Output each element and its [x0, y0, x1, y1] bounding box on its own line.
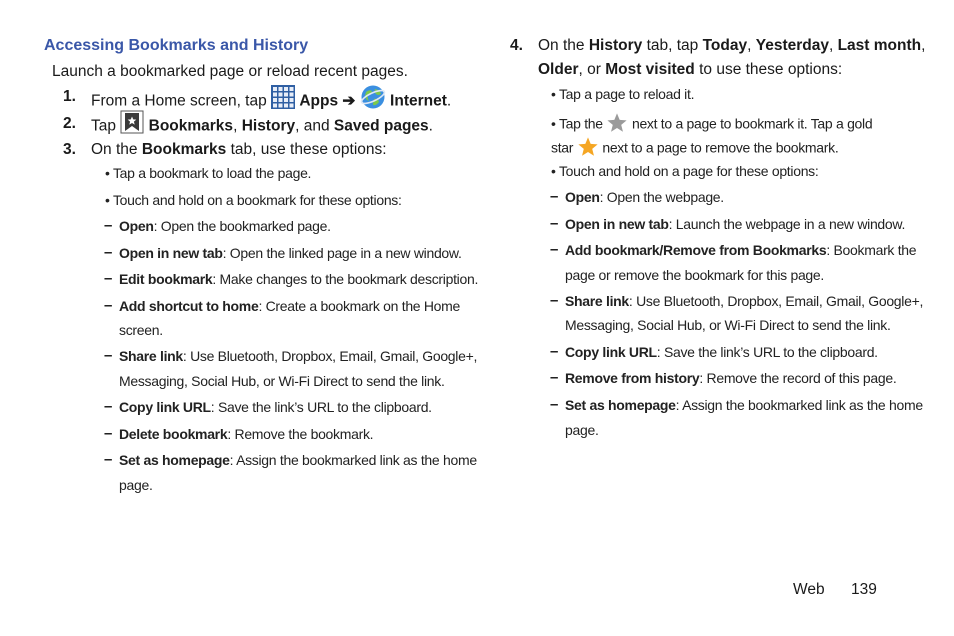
left-option-set-homepage [119, 452, 477, 468]
step-3-post: tab, use these options: [230, 141, 387, 158]
last-month-label: Last month [837, 37, 922, 54]
internet-label: Internet [390, 92, 447, 110]
step-2-text [91, 110, 433, 143]
dash: – [104, 244, 113, 261]
comma: , [828, 37, 834, 54]
left-option-edit-bookmark [119, 271, 478, 287]
step-4-or: , or [578, 61, 601, 78]
option-desc: : Open the linked page in a new window. [222, 245, 462, 261]
right-option-add-bookmark [565, 242, 916, 258]
gold-star-icon [577, 136, 599, 162]
history-tab-label: History [588, 37, 643, 54]
right-option-set-homepage [565, 397, 923, 413]
right-option-open [565, 189, 724, 205]
older-label: Older [538, 61, 579, 78]
option-desc: : Assign the bookmarked link as the home [229, 452, 477, 468]
yesterday-label: Yesterday [755, 37, 829, 54]
option-desc: : Save the link’s URL to the clipboard. [656, 344, 878, 360]
step-4-pre: On the [538, 37, 585, 54]
step-4-line-2 [538, 61, 842, 79]
right-bullet-3: • Touch and hold on a page for these options: [551, 163, 819, 179]
saved-pages-label: Saved pages [333, 117, 429, 135]
dash: – [104, 451, 113, 468]
option-term: Copy link URL [565, 344, 657, 360]
left-option-set-homepage-cont: page. [119, 477, 153, 493]
left-bullet-1: • Tap a bookmark to load the page. [105, 165, 312, 181]
step-4-post: to use these options: [699, 61, 843, 78]
dash: – [550, 241, 559, 258]
right-option-share-link [565, 293, 923, 309]
option-term: Share link [119, 348, 183, 364]
bullet-2-pre: • Tap the [551, 115, 603, 132]
option-desc: : Make changes to the bookmark description. [212, 271, 479, 287]
arrow-glyph: ➔ [342, 92, 356, 110]
step-4-number: 4. [510, 37, 523, 54]
comma: , [747, 37, 752, 54]
step-2-sep2: , and [295, 117, 330, 135]
dash: – [104, 398, 113, 415]
option-desc: : Use Bluetooth, Dropbox, Email, Gmail, Google+, [182, 348, 478, 364]
dash: – [104, 347, 113, 364]
step-2-number: 2. [63, 115, 76, 132]
option-term: Set as homepage [565, 397, 676, 413]
section-heading: Accessing Bookmarks and History [44, 37, 309, 54]
option-term: Add shortcut to home [119, 298, 259, 314]
option-term: Delete bookmark [119, 426, 228, 442]
right-option-add-bookmark-cont: page or remove the bookmark for this page. [565, 267, 824, 283]
dash: – [550, 369, 559, 386]
option-term: Open [119, 218, 154, 234]
dash: – [104, 425, 113, 442]
dash: – [550, 215, 559, 232]
option-term: Open in new tab [119, 245, 223, 261]
option-desc: : Use Bluetooth, Dropbox, Email, Gmail, Google+, [628, 293, 924, 309]
bullet-2-post: next to a page to bookmark it. Tap a gold [631, 115, 873, 132]
right-bullet-2-line-1 [551, 112, 872, 138]
step-2-post: . [428, 117, 433, 135]
intro-text: Launch a bookmarked page or reload recent pages. [52, 63, 408, 80]
option-term: Remove from history [565, 370, 700, 386]
history-label: History [241, 117, 296, 135]
dash: – [104, 297, 113, 314]
bookmarks-tab-label: Bookmarks [141, 141, 227, 158]
option-desc: : Bookmark the [826, 242, 917, 258]
option-term: Share link [565, 293, 629, 309]
footer-section: Web [793, 581, 825, 598]
most-visited-label: Most visited [605, 61, 695, 78]
step-2-pre: Tap [91, 117, 116, 135]
left-option-share-link-cont: Messaging, Social Hub, or Wi-Fi Direct to send the link. [119, 373, 445, 389]
bookmark-star-icon [120, 110, 144, 143]
option-desc: : Remove the bookmark. [227, 426, 374, 442]
step-3-number: 3. [63, 141, 76, 158]
bookmarks-label: Bookmarks [148, 117, 234, 135]
step-1-number: 1. [63, 88, 76, 105]
step-1-pre: From a Home screen, tap [91, 92, 267, 110]
right-bullet-2-line-2 [551, 136, 838, 162]
dash: – [550, 292, 559, 309]
option-desc: : Open the webpage. [599, 189, 724, 205]
option-term: Edit bookmark [119, 271, 213, 287]
right-option-set-homepage-cont: page. [565, 422, 599, 438]
step-4-mid: tab, tap [646, 37, 699, 54]
left-option-copy-link [119, 399, 432, 415]
step-1-post: . [446, 92, 452, 110]
option-term: Open [565, 189, 600, 205]
page-number: 139 [851, 581, 877, 598]
option-term: Open in new tab [565, 216, 669, 232]
right-option-copy-link [565, 344, 878, 360]
option-desc: : Create a bookmark on the Home [258, 298, 461, 314]
gray-star-icon [606, 112, 628, 138]
bullet-2-line2-pre: star [551, 139, 574, 156]
dash: – [104, 217, 113, 234]
left-bullet-2: • Touch and hold on a bookmark for these options: [105, 192, 402, 208]
step-4-line-1 [538, 37, 925, 55]
option-desc: : Open the bookmarked page. [153, 218, 331, 234]
option-desc: : Remove the record of this page. [699, 370, 897, 386]
right-bullet-1: • Tap a page to reload it. [551, 86, 695, 102]
dash: – [550, 396, 559, 413]
option-term: Copy link URL [119, 399, 211, 415]
dash: – [550, 188, 559, 205]
option-term: Set as homepage [119, 452, 230, 468]
option-desc: : Assign the bookmarked link as the home [675, 397, 923, 413]
left-option-share-link [119, 348, 477, 364]
dash: – [550, 343, 559, 360]
apps-label: Apps [299, 92, 339, 110]
option-desc: : Save the link’s URL to the clipboard. [210, 399, 432, 415]
step-3-pre: On the [91, 141, 138, 158]
step-2-sep1: , [233, 117, 238, 135]
bullet-2-line2-post: next to a page to remove the bookmark. [602, 139, 839, 156]
step-3-text [91, 141, 387, 159]
left-option-add-shortcut-cont: screen. [119, 322, 163, 338]
left-option-delete-bookmark [119, 426, 373, 442]
left-option-open [119, 218, 331, 234]
right-option-open-new-tab [565, 216, 905, 232]
right-option-share-link-cont: Messaging, Social Hub, or Wi-Fi Direct to send the link. [565, 317, 891, 333]
today-label: Today [702, 37, 748, 54]
option-desc: : Launch the webpage in a new window. [668, 216, 906, 232]
option-term: Add bookmark/Remove from Bookmarks [565, 242, 827, 258]
right-option-remove-history [565, 370, 896, 386]
dash: – [104, 270, 113, 287]
left-option-add-shortcut [119, 298, 460, 314]
comma: , [921, 37, 926, 54]
left-option-open-new-tab [119, 245, 462, 261]
